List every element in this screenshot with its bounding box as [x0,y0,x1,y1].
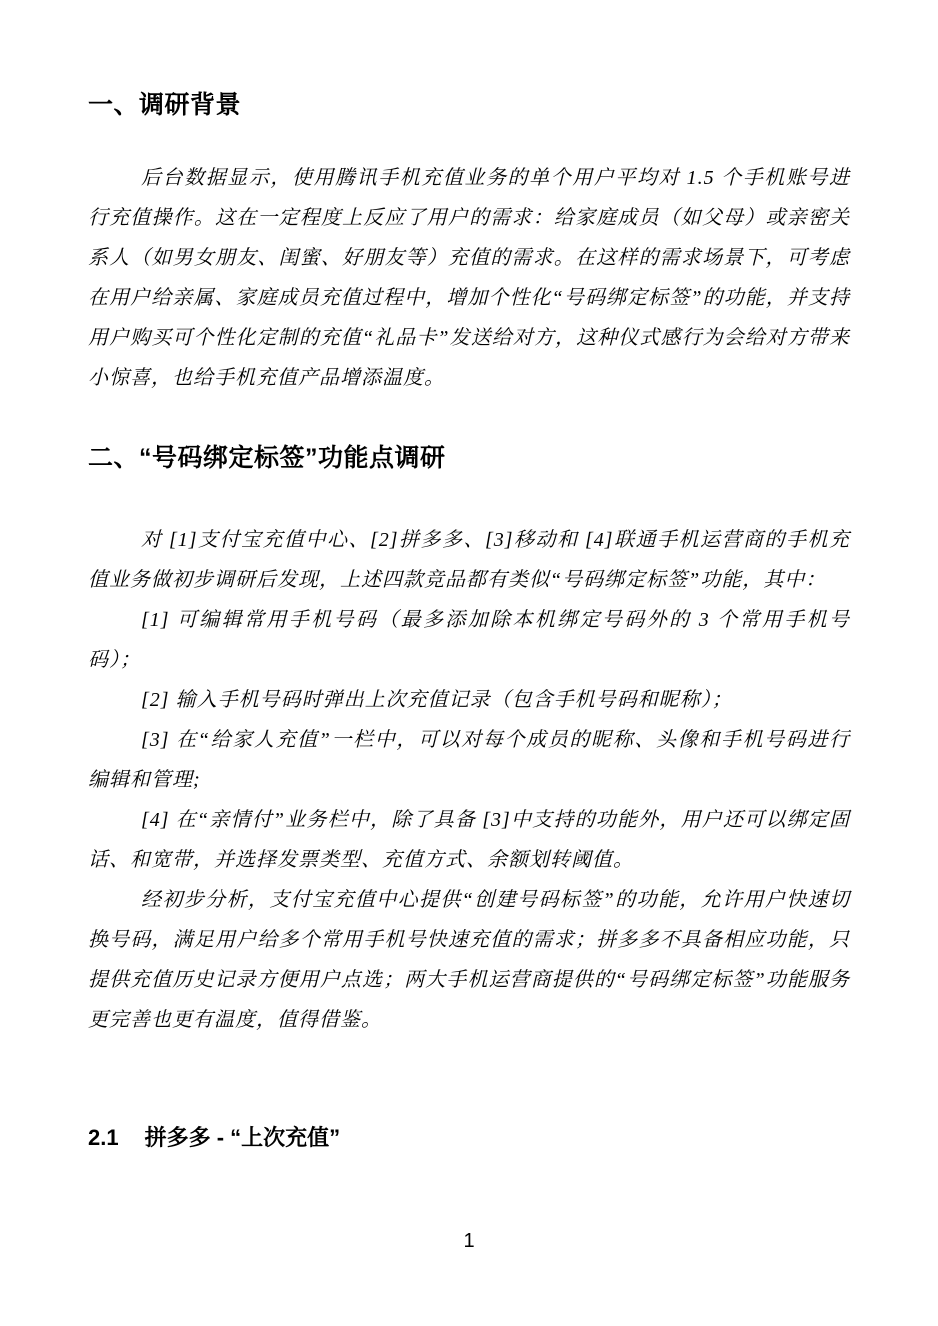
body-paragraph: [1] 可编辑常用手机号码（最多添加除本机绑定号码外的 3 个常用手机号码）； [88,609,850,671]
subsection-heading [88,1124,850,1152]
body-paragraph: 后台数据显示，使用腾讯手机充值业务的单个用户平均对 1.5 个手机账号进行充值操作。这在一定程度上反应了用户的需求：给家庭成员（如父母）或亲密关系人（如男女朋友、闺蜜、好朋友等）充值的需求。在这样的需求场景下，可考虑在用户给亲属、家庭成员充值过程中，增加个性化“号码绑定标签”的功能，并支持用户购买可个性化定制的充值“礼品卡”发送给对方，这种仪式感行为会给对方带来小惊喜，也给手机充值产品增添温度。 [88,167,850,389]
section-1-heading: 一、调研背景 [88,91,242,119]
body-paragraph: [4] 在“亲情付”业务栏中，除了具备 [3]中支持的功能外，用户还可以绑定固话、和宽带，并选择发票类型、充值方式、余额划转阈值。 [88,809,850,871]
page-number: 1 [463,1230,475,1252]
section-1-body [88,158,850,398]
section-2-body [88,520,850,1040]
body-paragraph: [2] 输入手机号码时弹出上次充值记录（包含手机号码和昵称）； [141,689,733,711]
body-paragraph: 经初步分析，支付宝充值中心提供“创建号码标签”的功能，允许用户快速切换号码，满足用户给多个常用手机号快速充值的需求；拼多多不具备相应功能，只提供充值历史记录方便用户点选；两大手机运营商提供的“号码绑定标签”功能服务更完善也更有温度，值得借鉴。 [88,889,850,1031]
section-2-heading: 二、“号码绑定标签”功能点调研 [88,444,446,472]
subsection-title: 拼多多 - “上次充值” [144,1125,341,1150]
subsection-number: 2.1 [88,1125,119,1150]
body-paragraph: [3] 在“给家人充值”一栏中，可以对每个成员的昵称、头像和手机号码进行编辑和管理; [88,729,850,791]
body-paragraph: 对 [1]支付宝充值中心、[2]拼多多、[3]移动和 [4]联通手机运营商的手机充值业务做初步调研后发现，上述四款竞品都有类似“号码绑定标签”功能，其中： [88,529,850,591]
